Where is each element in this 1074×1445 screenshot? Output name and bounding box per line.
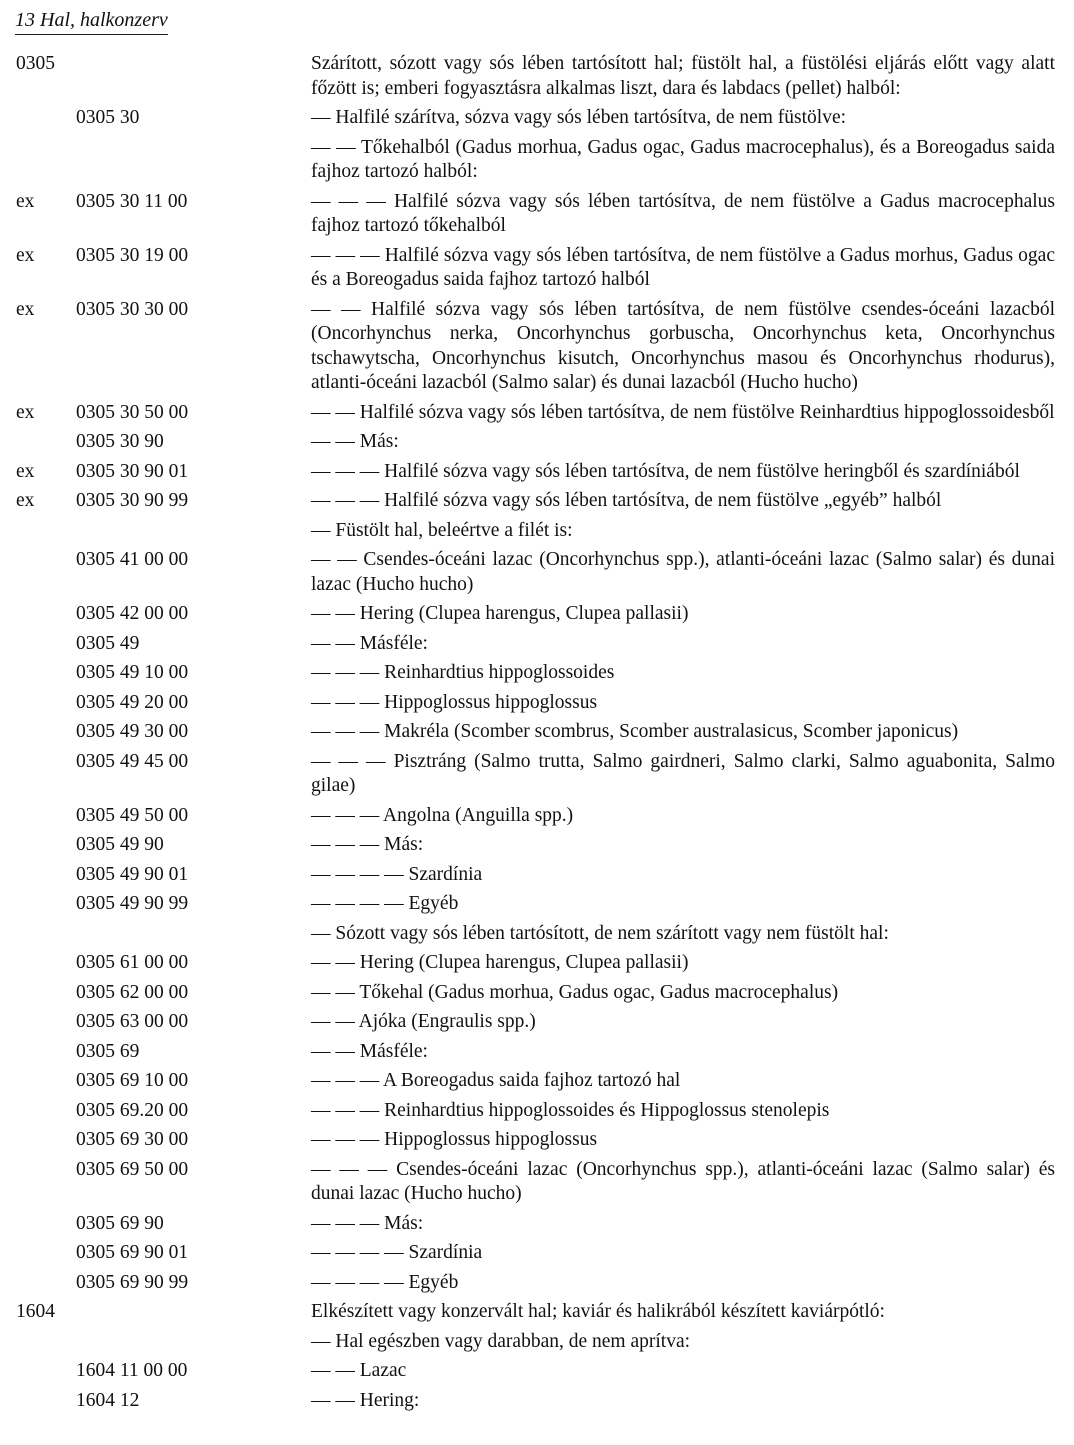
tariff-description: — — Halfilé sózva vagy sós lében tartósítva, de nem füstölve Reinhardtius hippoglossoidesből	[311, 401, 1055, 423]
tariff-description: — — Lazac	[311, 1360, 407, 1381]
tariff-code: 0305 49 90 99	[76, 893, 189, 914]
tariff-description: — — — — Egyéb	[311, 1271, 459, 1293]
tariff-row	[0, 401, 1074, 426]
ex-marker: ex	[16, 298, 35, 320]
tariff-description: — — — Más:	[311, 834, 424, 855]
tariff-table	[0, 52, 1074, 1418]
tariff-row	[0, 1241, 1074, 1266]
tariff-code: 0305 30 90	[76, 431, 164, 452]
tariff-code: 1604 12	[76, 1389, 140, 1411]
tariff-row	[0, 1212, 1074, 1237]
tariff-row	[0, 430, 1074, 455]
tariff-code: 0305 69 30 00	[76, 1129, 189, 1150]
tariff-code: 0305 30 19 00	[76, 244, 189, 266]
tariff-row	[0, 892, 1074, 917]
tariff-row	[0, 1389, 1074, 1414]
tariff-description: — — — Halfilé sózva vagy sós lében tartósítva, de nem füstölve a Gadus morhus, Gadus ogac és a Boreogadus saida fajhoz tartozó halból	[311, 244, 1055, 290]
ex-marker: ex	[16, 460, 35, 482]
tariff-code: 0305 49 10 00	[76, 662, 189, 683]
tariff-row	[0, 1128, 1074, 1153]
tariff-description: — — — — Egyéb	[311, 893, 459, 914]
tariff-description: — — — Pisztráng (Salmo trutta, Salmo gairdneri, Salmo clarki, Salmo aguabonita, Salmo gilae)	[311, 750, 1055, 796]
tariff-row	[0, 136, 1074, 185]
tariff-description: — — — Halfilé sózva vagy sós lében tartósítva, de nem füstölve heringből és szardíniából	[311, 460, 1020, 482]
tariff-code: 0305 30 90 99	[76, 490, 189, 511]
tariff-code: 0305 41 00 00	[76, 549, 189, 570]
tariff-description: — — Másféle:	[311, 632, 428, 654]
tariff-description: — — — Reinhardtius hippoglossoides és Hippoglossus stenolepis	[311, 1099, 830, 1121]
tariff-row	[0, 804, 1074, 829]
tariff-description: — — — Csendes-óceáni lazac (Oncorhynchus spp.), atlanti-óceáni lazac (Salmo salar) és dunai lazac (Hucho hucho)	[311, 1158, 1055, 1204]
tariff-description: — — — Más:	[311, 1212, 424, 1234]
tariff-description: — — Hering:	[311, 1389, 420, 1411]
tariff-row	[0, 52, 1074, 101]
tariff-row	[0, 691, 1074, 716]
tariff-description: — — — — Szardínia	[311, 1242, 483, 1263]
tariff-row	[0, 244, 1074, 293]
tariff-code: 0305 49 50 00	[76, 804, 189, 826]
tariff-description: — — Csendes-óceáni lazac (Oncorhynchus spp.), atlanti-óceáni lazac (Salmo salar) és dunai lazac (Hucho hucho)	[311, 549, 1055, 595]
tariff-code: 0305 49 30 00	[76, 721, 189, 742]
tariff-description: — — — Angolna (Anguilla spp.)	[311, 804, 574, 826]
tariff-code: 0305 30 30 00	[76, 298, 189, 320]
tariff-row	[0, 833, 1074, 858]
tariff-description: — — — — Szardínia	[311, 863, 483, 885]
tariff-code: 0305 30 50 00	[76, 401, 189, 423]
tariff-row	[0, 1158, 1074, 1207]
tariff-row	[0, 519, 1074, 544]
tariff-code: 0305 49 20 00	[76, 691, 189, 713]
tariff-description: — — Hering (Clupea harengus, Clupea pallasii)	[311, 603, 689, 624]
tariff-description: — — Halfilé sózva vagy sós lében tartósítva, de nem füstölve csendes-óceáni lazacból (Oncorhynchus nerka, Oncorhynchus gorbuscha, Oncorhynchus keta, Oncorhynchus tschawytscha, Oncorhynchus kisutch, Oncorhynchus masou és Oncorhynchus rhodurus), atlanti-óceáni lazacból (Salmo salar) és dunai lazacból (Hucho hucho)	[311, 298, 1055, 393]
tariff-description: — — Tőkehal (Gadus morhua, Gadus ogac, Gadus macrocephalus)	[311, 981, 839, 1003]
tariff-description: Elkészített vagy konzervált hal; kaviár és halikrából készített kaviárpótló:	[311, 1301, 885, 1322]
tariff-description: — Füstölt hal, beleértve a filét is:	[311, 519, 573, 541]
tariff-description: — Sózott vagy sós lében tartósított, de nem szárított vagy nem füstölt hal:	[311, 922, 889, 944]
tariff-code: 0305 49 90 01	[76, 863, 189, 885]
tariff-row	[0, 661, 1074, 686]
tariff-code: 0305 62 00 00	[76, 981, 189, 1003]
ex-marker: ex	[16, 490, 35, 511]
tariff-description: — — Ajóka (Engraulis spp.)	[311, 1011, 536, 1032]
tariff-row	[0, 632, 1074, 657]
tariff-row	[0, 922, 1074, 947]
tariff-code: 0305 63 00 00	[76, 1011, 189, 1032]
tariff-code: 0305 42 00 00	[76, 603, 189, 624]
tariff-description: — — Hering (Clupea harengus, Clupea pallasii)	[311, 952, 689, 973]
tariff-row	[0, 190, 1074, 239]
tariff-description: — — Más:	[311, 431, 399, 452]
tariff-description: — — — Makréla (Scomber scombrus, Scomber australasicus, Scomber japonicus)	[311, 721, 959, 742]
tariff-code: 0305 69 50 00	[76, 1158, 189, 1180]
tariff-row	[0, 981, 1074, 1006]
tariff-description: — — Tőkehalból (Gadus morhua, Gadus ogac, Gadus macrocephalus), és a Boreogadus saida fajhoz tartozó halból:	[311, 136, 1055, 182]
tariff-row	[0, 489, 1074, 514]
tariff-row	[0, 1359, 1074, 1384]
tariff-code: 0305 69 90 99	[76, 1271, 189, 1293]
tariff-code: 0305 49 90	[76, 834, 164, 855]
tariff-code: 0305	[16, 53, 55, 74]
tariff-code: 1604	[16, 1301, 55, 1322]
tariff-description: — — Másféle:	[311, 1040, 428, 1062]
tariff-code: 0305 69	[76, 1040, 140, 1062]
tariff-row	[0, 460, 1074, 485]
tariff-description: Szárított, sózott vagy sós lében tartósított hal; füstölt hal, a füstölési eljárás előtt vagy alatt főzött is; emberi fogyasztásra alkalmas liszt, dara és labdacs (pellet) halból:	[311, 53, 1055, 99]
tariff-code: 0305 69.20 00	[76, 1099, 189, 1121]
tariff-code: 0305 69 90	[76, 1212, 164, 1234]
tariff-row	[0, 602, 1074, 627]
tariff-row	[0, 1300, 1074, 1325]
tariff-code: 0305 30	[76, 107, 140, 128]
tariff-code: 0305 30 11 00	[76, 190, 188, 212]
tariff-row	[0, 1271, 1074, 1296]
ex-marker: ex	[16, 190, 35, 212]
tariff-row	[0, 1330, 1074, 1355]
tariff-row	[0, 720, 1074, 745]
tariff-code: 0305 49 45 00	[76, 750, 189, 772]
tariff-code: 0305 30 90 01	[76, 460, 189, 482]
tariff-row	[0, 750, 1074, 799]
tariff-description: — — — Hippoglossus hippoglossus	[311, 691, 598, 713]
tariff-row	[0, 548, 1074, 597]
tariff-row	[0, 298, 1074, 396]
tariff-row	[0, 106, 1074, 131]
tariff-description: — — — Reinhardtius hippoglossoides	[311, 662, 615, 683]
ex-marker: ex	[16, 401, 35, 423]
tariff-code: 0305 69 10 00	[76, 1070, 189, 1091]
ex-marker: ex	[16, 244, 35, 266]
tariff-row	[0, 1040, 1074, 1065]
tariff-description: — Hal egészben vagy darabban, de nem aprítva:	[311, 1330, 691, 1352]
tariff-row	[0, 863, 1074, 888]
tariff-description: — Halfilé szárítva, sózva vagy sós lében tartósítva, de nem füstölve:	[311, 107, 847, 128]
tariff-description: — — — Halfilé sózva vagy sós lében tartósítva, de nem füstölve a Gadus macrocephalus fajhoz tartozó tőkehalból	[311, 190, 1055, 236]
tariff-row	[0, 951, 1074, 976]
tariff-description: — — — Halfilé sózva vagy sós lében tartósítva, de nem füstölve „egyéb” halból	[311, 490, 942, 511]
tariff-code: 0305 61 00 00	[76, 952, 189, 973]
tariff-code: 1604 11 00 00	[76, 1360, 188, 1381]
tariff-code: 0305 49	[76, 632, 140, 654]
tariff-row	[0, 1069, 1074, 1094]
tariff-row	[0, 1010, 1074, 1035]
tariff-row	[0, 1099, 1074, 1124]
tariff-description: — — — Hippoglossus hippoglossus	[311, 1129, 598, 1150]
page-header: 13 Hal, halkonzerv	[15, 8, 168, 35]
tariff-description: — — — A Boreogadus saida fajhoz tartozó hal	[311, 1070, 681, 1091]
tariff-code: 0305 69 90 01	[76, 1242, 189, 1263]
